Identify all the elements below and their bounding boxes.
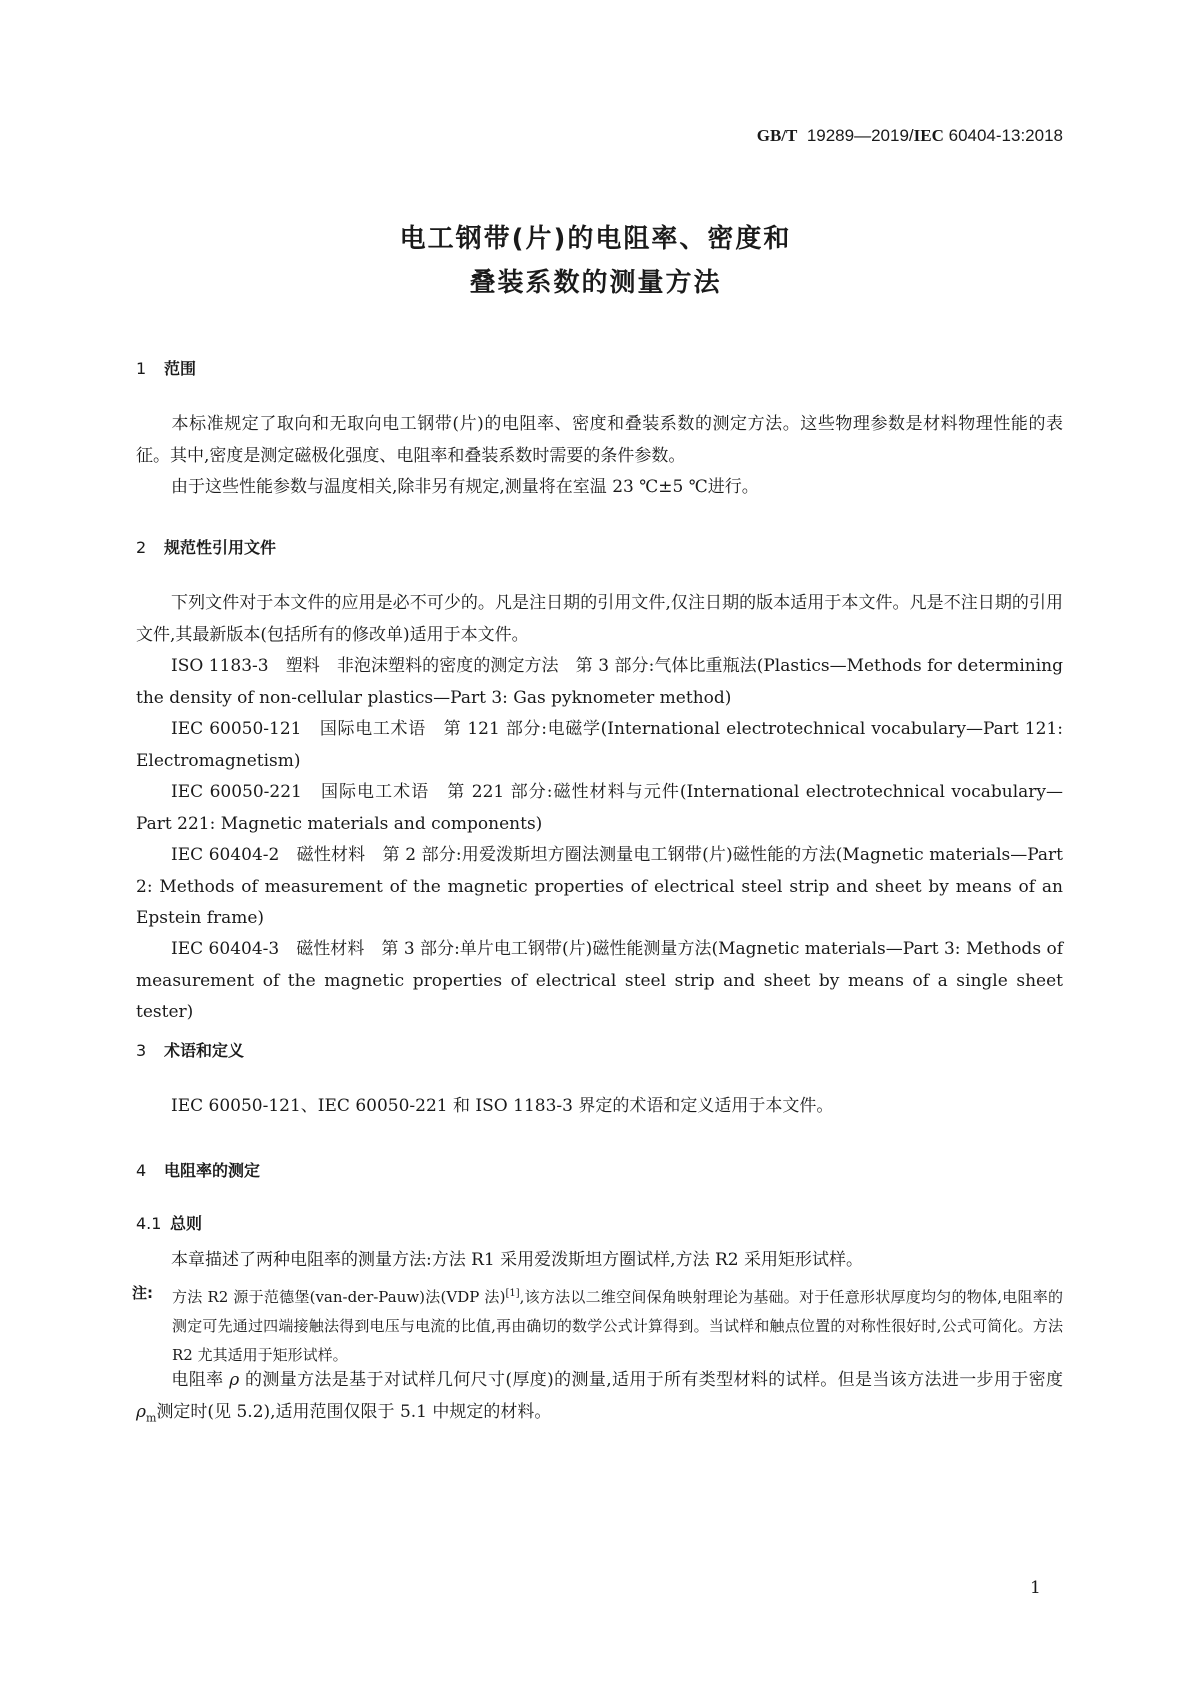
section-2-heading: 2 规范性引用文件	[136, 538, 277, 557]
document-title-line1: 电工钢带(片)的电阻率、密度和	[399, 224, 792, 254]
section-2-intro: 下列文件对于本文件的应用是必不可少的。凡是注日期的引用文件,仅注日期的版本适用于本文件。凡是不注日期的引用文件,其最新版本(包括所有的修改单)适用于本文件。	[136, 593, 1063, 645]
section-3-paragraph: IEC 60050-121、IEC 60050-221 和 ISO 1183-3 界定的术语和定义适用于本文件。	[171, 1096, 834, 1116]
iec-number-value: 60404-13:2018	[948, 126, 1063, 145]
citation-ref[interactable]: [1]	[505, 1288, 520, 1299]
standard-number-value: 19289—2019/	[806, 126, 914, 145]
reference-iec-60050-121: IEC 60050-121 国际电工术语 第 121 部分:电磁学(International electrotechnical vocabulary—Part 121: Electromagnetism)	[136, 719, 1063, 771]
reference-iec-60404-3: IEC 60404-3 磁性材料 第 3 部分:单片电工钢带(片)磁性能测量方法(Magnetic materials—Part 3: Methods of measurement of the magnetic properties of electrical steel strip and sheet by means of a single sheet tester)	[136, 939, 1063, 1022]
iec-prefix: IEC	[913, 126, 944, 145]
section-1-paragraph-2: 由于这些性能参数与温度相关,除非另有规定,测量将在室温 23 ℃±5 ℃进行。	[171, 477, 759, 497]
reference-iec-60050-221: IEC 60050-221 国际电工术语 第 221 部分:磁性材料与元件(International electrotechnical vocabulary—Part 221: Magnetic materials and components)	[136, 782, 1063, 834]
standard-prefix: GB/T	[756, 126, 798, 145]
reference-iso-1183-3: ISO 1183-3 塑料 非泡沫塑料的密度的测定方法 第 3 部分:气体比重瓶法(Plastics—Methods for determining the density of non-cellular plastics—Part 3: Gas pyknometer method)	[136, 656, 1063, 708]
section-4-1-paragraph-2: 电阻率 ρ 的测量方法是基于对试样几何尺寸(厚度)的测量,适用于所有类型材料的试样。但是当该方法进一步用于密度 $\rho_m$测定时(见 5.2),适用范围仅限于 5.1 中规定的材料。	[136, 1370, 1063, 1424]
page-number: 1	[1030, 1578, 1041, 1598]
document-title-line2: 叠装系数的测量方法	[469, 268, 722, 298]
section-1-heading: 1 范围	[136, 359, 197, 378]
reference-iec-60404-2: IEC 60404-2 磁性材料 第 2 部分:用爱泼斯坦方圈法测量电工钢带(片)磁性能的方法(Magnetic materials—Part 2: Methods of measurement of the magnetic properties of electrical steel strip and sheet by means of an Epstein frame)	[136, 845, 1063, 928]
section-4-heading: 4 电阻率的测定	[136, 1161, 261, 1180]
note: 注: 方法 R2 源于范德堡(van-der-Pauw)法(VDP 法)[1],该方法以二维空间保角映射理论为基础。对于任意形状厚度均匀的物体,电阻率的测定可先通过四端接触法得到电压与电流的比值,再由确切的数学公式计算得到。当试样和触点位置的对称性很好时,公式可简化。方法 R2 尤其适用于矩形试样。	[172, 1279, 1063, 1370]
section-3-heading: 3 术语和定义	[136, 1041, 245, 1060]
section-1-paragraph-1: 本标准规定了取向和无取向电工钢带(片)的电阻率、密度和叠装系数的测定方法。这些物理参数是材料物理性能的表征。其中,密度是测定磁极化强度、电阻率和叠装系数时需要的条件参数。	[136, 414, 1063, 466]
section-4-1-paragraph-1: 本章描述了两种电阻率的测量方法:方法 R1 采用爱泼斯坦方圈试样,方法 R2 采用矩形试样。	[171, 1250, 863, 1270]
rho-symbol: ρ	[229, 1370, 240, 1390]
rho-m-symbol: ρ	[136, 1401, 146, 1422]
standard-number	[0, 126, 1063, 146]
note-label: 注:	[132, 1284, 153, 1302]
section-4-1-heading: 4.1 总则	[136, 1214, 203, 1233]
